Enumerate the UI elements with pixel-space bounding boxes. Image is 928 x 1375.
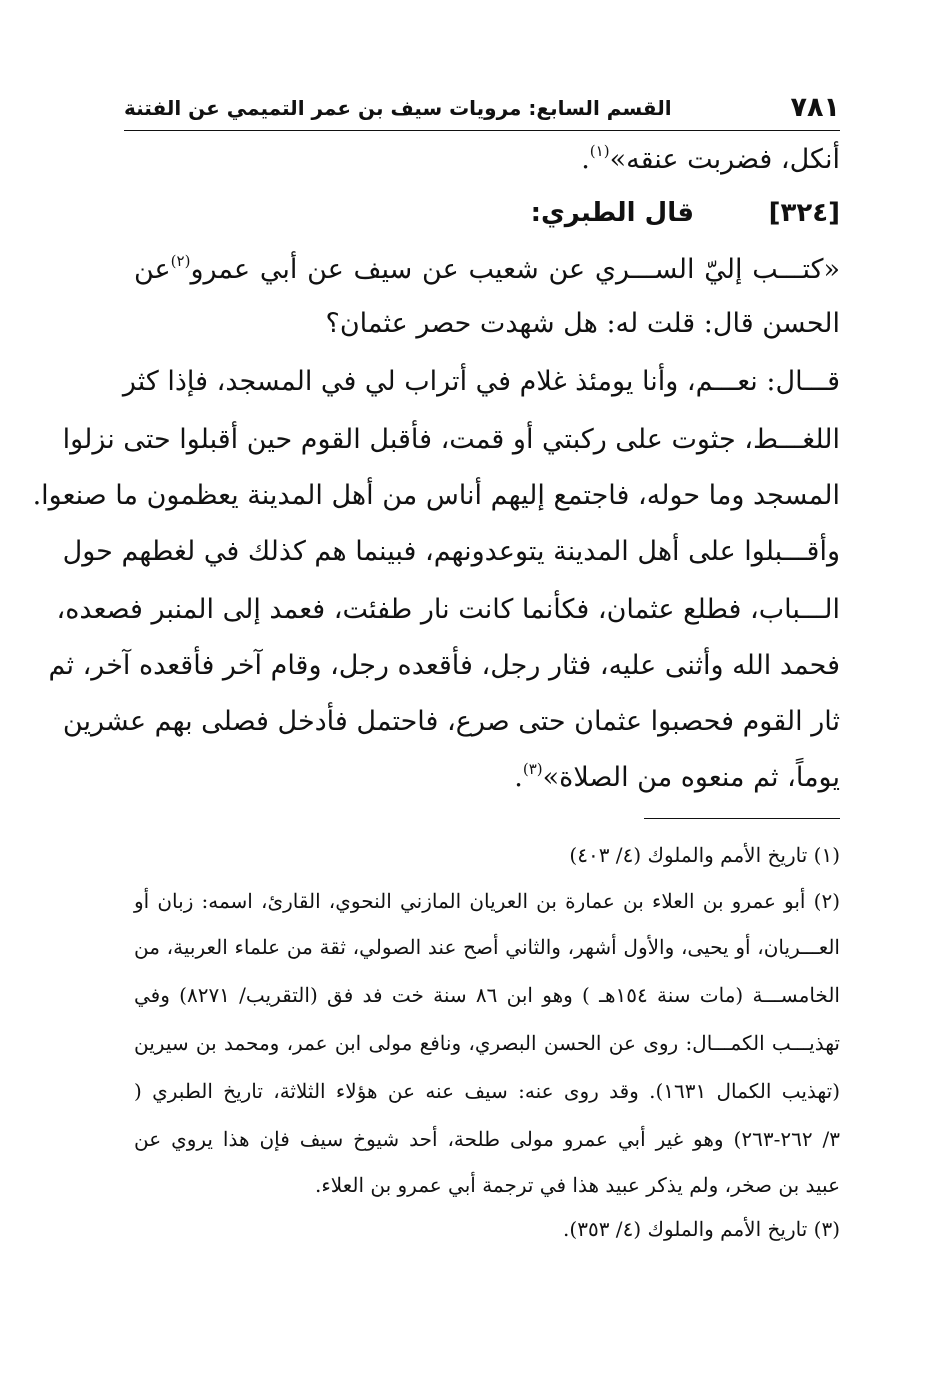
body-line-5: المسجد وما حوله، فاجتمع إليهم أناس من أهل المدينة يعظمون ما صنعوا. xyxy=(32,480,840,511)
intro-end: . xyxy=(581,144,590,175)
body-line-10 xyxy=(134,760,840,796)
body-line-3: قـــال: نعـــم، وأنا يومئذ غلام في أتراب لي في المسجد، فإذا كثر xyxy=(122,366,840,397)
footnote-2-line-7: عبيد بن صخر، ولم يذكر عبيد هذا في ترجمة أبي عمرو بن العلاء. xyxy=(315,1173,840,1197)
footnote-2-line-2: العـــريان، أو يحيى، والأول أشهر، والثاني أصح عند الصولي، ثقة من علماء العربية، من xyxy=(134,935,840,959)
footnote-ref-2: (٢) xyxy=(170,252,191,270)
footnote-2-line-5: (تهذيب الكمال ١٦٣١). وقد روى عنه: سيف عنه عن هؤلاء الثلاثة، تاريخ الطبري ( xyxy=(134,1079,840,1103)
narration-heading xyxy=(134,198,840,238)
footnote-ref-1: (١) xyxy=(589,142,610,160)
footnote-1: (١) تاريخ الأمم والملوك (٤/ ٤٠٣) xyxy=(569,843,840,867)
header-rule xyxy=(124,130,840,131)
body-line-6: وأقـــبلوا على أهل المدينة يتوعدونهم، فبينما هم كذلك في لغطهم حول xyxy=(62,536,840,567)
body-line-10-end: . xyxy=(514,762,523,793)
intro-text: أنكل، فضربت عنقه» xyxy=(609,144,840,175)
body-line-1-end: عن xyxy=(134,254,171,285)
body-line-1-text: «كتـــب إليّ الســـري عن شعيب عن سيف عن أبي عمرو xyxy=(190,254,840,285)
footnote-2-line-4: تهذيـــب الكمـــال: روى عن الحسن البصري، ونافع مولى ابن عمر، ومحمد بن سيرين xyxy=(134,1031,840,1055)
narration-label: قال الطبري: xyxy=(530,198,694,228)
footnote-2-line-1: (٢) أبو عمرو بن العلاء بن عمارة بن العريان المازني النحوي، القارئ، اسمه: زبان أو xyxy=(134,889,840,913)
running-header xyxy=(124,92,840,130)
footnote-2-line-3: الخامســـة (مات سنة ١٥٤هـ ) وهو ابن ٨٦ سنة خت فد فق (التقريب/ ٨٢٧١) وفي xyxy=(134,983,840,1007)
footnote-ref-3: (٣) xyxy=(522,760,543,778)
body-line-1 xyxy=(134,252,840,288)
running-title: القسم السابع: مرويات سيف بن عمر التميمي عن الفتنة xyxy=(124,96,672,120)
footnote-2-line-6: ٣/ ٢٦٢-٢٦٣) وهو غير أبي عمرو مولى طلحة، أحد شيوخ سيف فإن هذا يروي عن xyxy=(134,1127,840,1151)
intro-line xyxy=(134,142,840,178)
body-line-9: ثار القوم فحصبوا عثمان حتى صرع، فاحتمل فأدخل فصلى بهم عشرين xyxy=(62,706,840,737)
body-line-10-text: يوماً، ثم منعوه من الصلاة» xyxy=(542,762,840,793)
body-line-4: اللغـــط، جثوت على ركبتي أو قمت، فأقبل القوم حين أقبلوا حتى نزلوا xyxy=(62,424,840,455)
footnote-rule xyxy=(644,818,840,819)
body-line-7: الـــباب، فطلع عثمان، فكأنما كانت نار طفئت، فعمد إلى المنبر فصعده، xyxy=(56,594,840,625)
body-line-2: الحسن قال: قلت له: هل شهدت حصر عثمان؟ xyxy=(325,308,840,339)
narration-number: [٣٢٤] xyxy=(768,198,840,228)
footnote-3: (٣) تاريخ الأمم والملوك (٤/ ٣٥٣). xyxy=(563,1217,840,1241)
body-line-8: فحمد الله وأثنى عليه، فثار رجل، فأقعده رجل، وقام آخر فأقعده آخر، ثم xyxy=(48,650,840,681)
page-number: ٧٨١ xyxy=(790,92,840,123)
